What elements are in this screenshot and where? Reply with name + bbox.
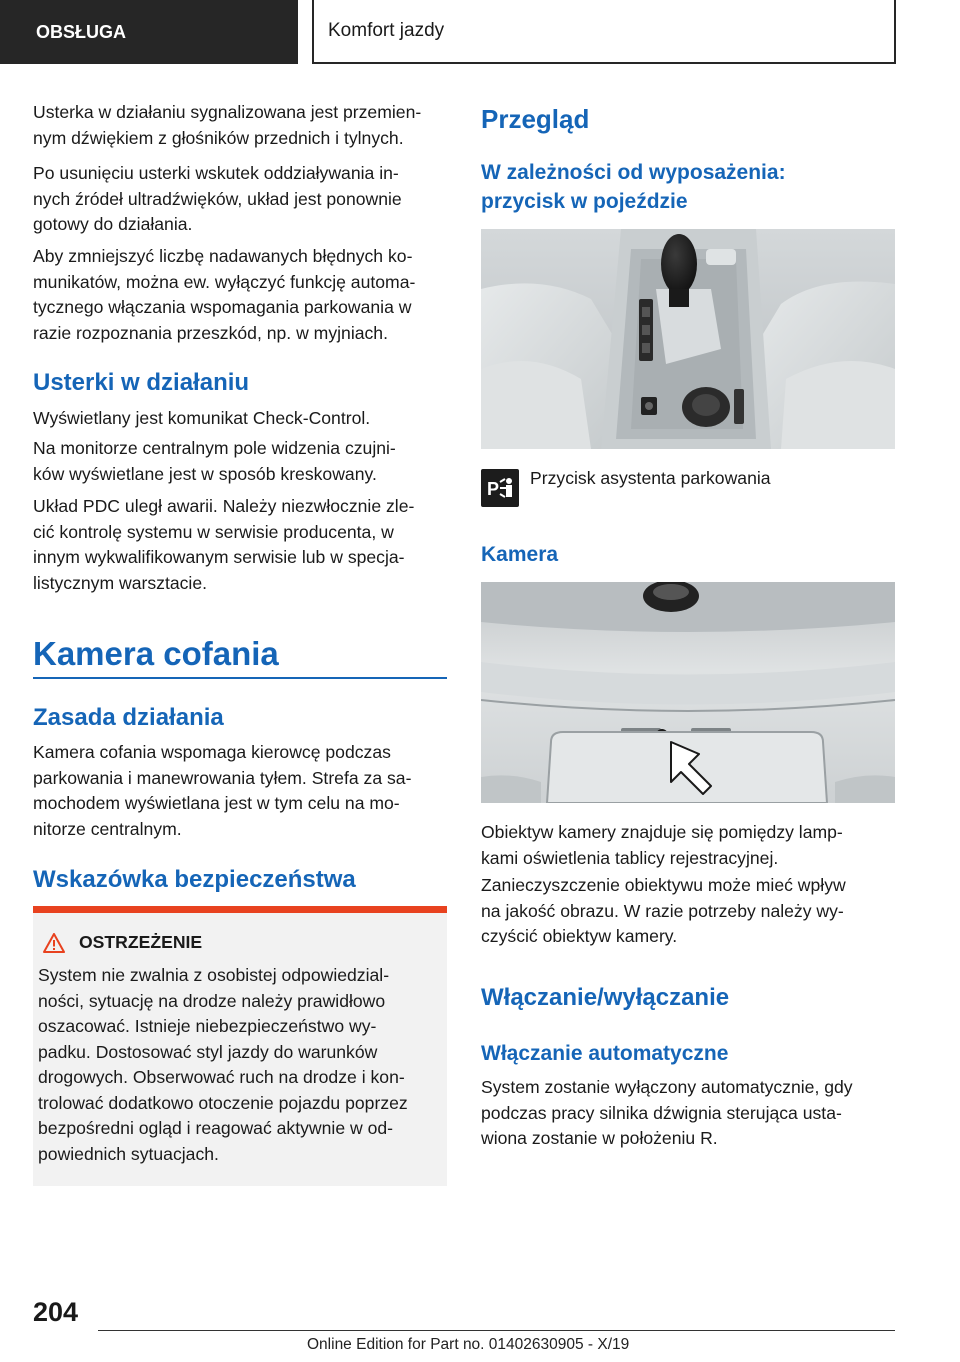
text-line: gotowy do działania. <box>33 214 193 234</box>
text-line: podczas pracy silnika dźwignia sterująca usta- <box>481 1102 842 1123</box>
principle-paragraph <box>33 740 453 842</box>
faults-heading: Usterki w działaniu <box>33 369 250 396</box>
text-line: wiona zostanie w położeniu R. <box>481 1128 718 1148</box>
button-caption: Przycisk asystenta parkowania <box>530 468 771 488</box>
text-line: oszacować. Istnieje niebezpieczeństwo wy- <box>38 1016 377 1036</box>
text-line: kami oświetlenia tablicy rejestracyjnej. <box>481 847 779 868</box>
text-line: trolować dodatkowo otoczenie pojazdu poprzez <box>38 1092 408 1113</box>
header-section-tab <box>0 0 298 64</box>
text-line: nitorze centralnym. <box>33 818 182 839</box>
text-line: System nie zwalnia z osobistej odpowiedzial- <box>38 965 390 985</box>
heading-line: W zależności od wyposażenia: <box>481 161 786 184</box>
text-line: System zostanie wyłączony automatycznie, gdy <box>481 1077 853 1097</box>
park-assist-button-icon <box>481 469 519 507</box>
page-number: 204 <box>33 1297 79 1327</box>
camera-location-photo <box>481 582 895 803</box>
warning-title: OSTRZEŻENIE <box>79 932 203 952</box>
text-line: munikatów, można ew. wyłączyć funkcję automa- <box>33 271 416 292</box>
text-line: bezpośredni ogląd i reagować aktywnie w od- <box>38 1118 394 1138</box>
text-line: powiednich sytuacjach. <box>38 1143 219 1164</box>
text-line: parkowania i manewrowania tyłem. Strefa za sa- <box>33 767 412 788</box>
auto-heading: Włączanie automatyczne <box>481 1042 729 1065</box>
intro-paragraph-1 <box>33 100 453 151</box>
faults-paragraph-1 <box>33 406 453 432</box>
intro-paragraph-3 <box>33 244 453 346</box>
text-line: listycznym warsztacie. <box>33 572 208 593</box>
text-line: Kamera cofania wspomaga kierowcę podczas <box>33 742 391 762</box>
text-line: Wyświetlany jest komunikat Check-Control. <box>33 408 371 428</box>
auto-paragraph <box>481 1075 901 1152</box>
footer-divider <box>98 1330 895 1331</box>
heading-line: przycisk w pojeździe <box>481 190 688 213</box>
warning-box <box>33 913 447 1186</box>
camera-subheading: Kamera <box>481 543 559 566</box>
text-line: padku. Dostosować styl jazdy do warunków <box>38 1041 378 1062</box>
warning-top-bar <box>33 906 447 913</box>
text-line: tycznego włączania wspomagania parkowania w <box>33 297 412 317</box>
warning-triangle-icon <box>43 933 65 953</box>
warning-header <box>43 932 202 953</box>
text-line: ności, sytuację na drodze należy prawidłowo <box>38 990 386 1011</box>
camera-chapter-heading: Kamera cofania <box>33 635 279 672</box>
text-line: mochodem wyświetlana jest w tym celu na mo- <box>33 793 400 813</box>
faults-paragraph-2 <box>33 436 453 487</box>
warning-text <box>38 963 444 1167</box>
text-line: Usterka w działaniu sygnalizowana jest przemien- <box>33 102 422 122</box>
text-line: Zanieczyszczenie obiektywu może mieć wpływ <box>481 875 846 895</box>
text-line: na jakość obrazu. W razie potrzeby należy wy- <box>481 900 844 921</box>
text-line: Układ PDC uległ awarii. Należy niezwłocznie zle- <box>33 496 415 516</box>
text-line: razie rozpoznania przeszkód, np. w myjniach. <box>33 322 388 343</box>
intro-paragraph-2 <box>33 161 453 238</box>
text-line: Na monitorze centralnym pole widzenia czujni- <box>33 438 396 458</box>
text-line: innym wykwalifikowanym serwisie lub w specja- <box>33 547 405 567</box>
lens-paragraph-2 <box>481 873 901 950</box>
footer-edition: Online Edition for Part no. 01402630905 - X/19 <box>307 1336 630 1353</box>
svg-text:P: P <box>487 479 500 499</box>
text-line: cić kontrolę systemu w serwisie producenta, w <box>33 521 394 542</box>
text-line: nych źródeł ultradźwięków, układ jest ponownie <box>33 188 402 209</box>
lens-paragraph-1 <box>481 820 901 871</box>
overview-heading: Przegląd <box>481 104 590 134</box>
text-line: nym dźwiękiem z głośników przednich i tylnych. <box>33 127 404 148</box>
text-line: czyścić obiektyw kamery. <box>481 926 678 946</box>
text-line: drogowych. Obserwować ruch na drodze i kon- <box>38 1067 405 1087</box>
faults-paragraph-3 <box>33 494 453 596</box>
section-title: OBSŁUGA <box>36 21 126 42</box>
header-chapter-box <box>312 0 896 64</box>
equipment-heading <box>481 158 895 216</box>
text-line: Aby zmniejszyć liczbę nadawanych błędnych ko- <box>33 246 413 266</box>
chapter-divider <box>33 677 447 679</box>
text-line: Po usunięciu usterki wskutek oddziaływania in- <box>33 163 399 183</box>
text-line: ków wyświetlane jest w sposób kreskowany. <box>33 463 377 484</box>
principle-heading: Zasada działania <box>33 704 224 731</box>
onoff-heading: Włączanie/wyłączanie <box>481 984 730 1011</box>
center-console-photo <box>481 229 895 449</box>
chapter-title: Komfort jazdy <box>328 20 445 41</box>
safety-heading: Wskazówka bezpieczeństwa <box>33 866 356 893</box>
text-line: Obiektyw kamery znajduje się pomiędzy lamp- <box>481 822 843 842</box>
